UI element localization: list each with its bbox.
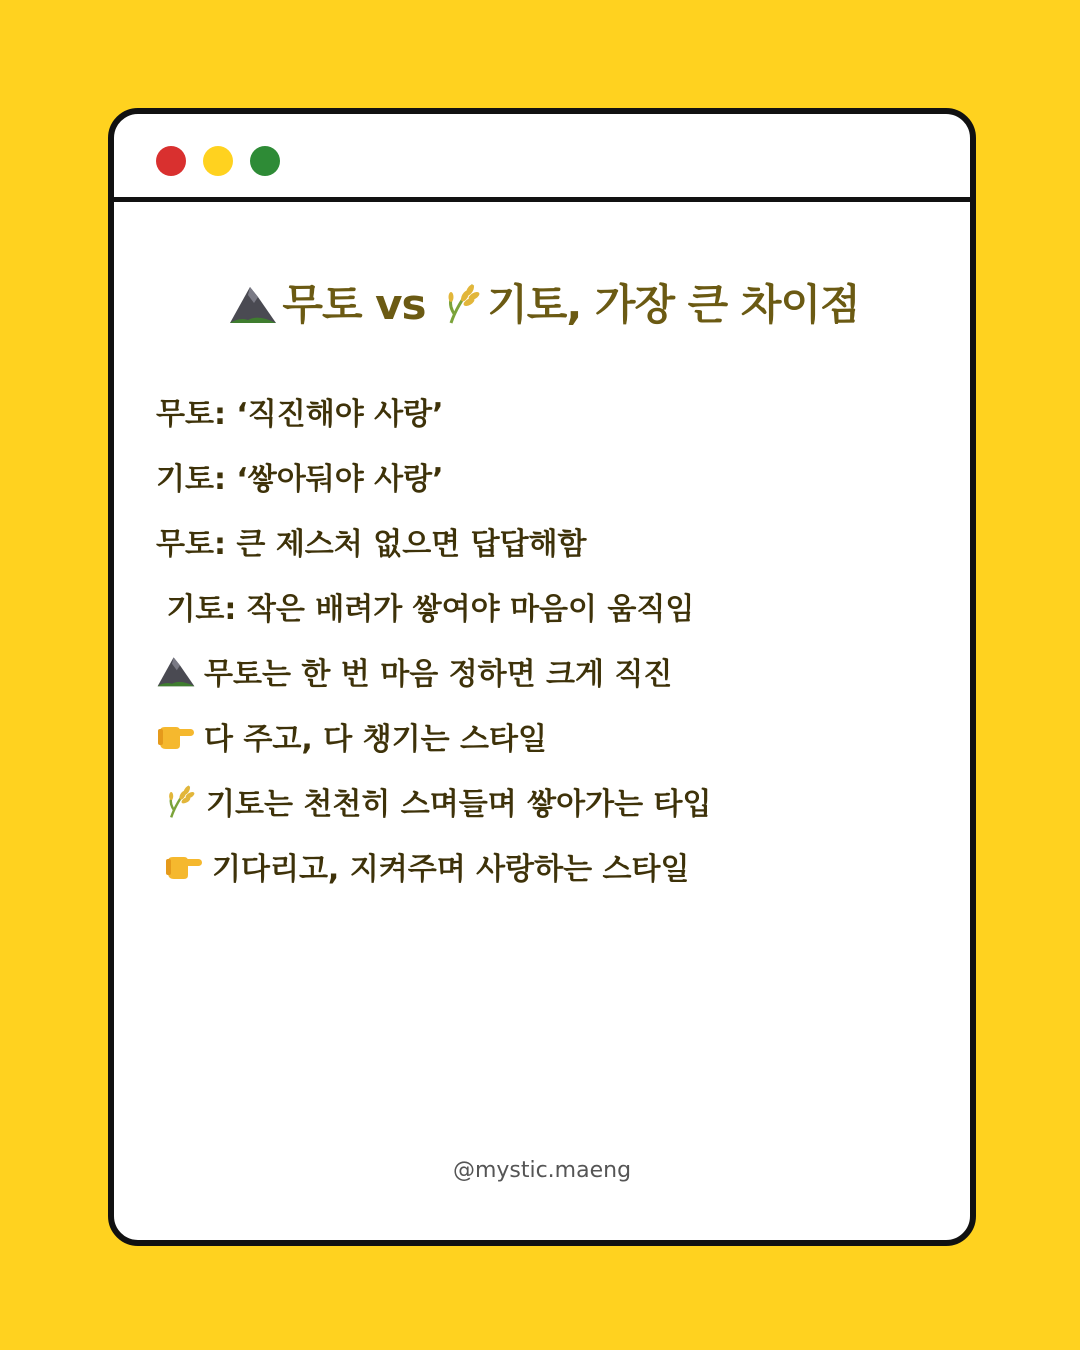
- content-line-text: 무토: ‘직진해야 사랑’: [156, 396, 444, 432]
- window-titlebar: [114, 114, 970, 202]
- title-part-2: 기토, 가장 큰 차이점: [487, 280, 860, 329]
- content-line-text: 무토는 한 번 마음 정하면 크게 직진: [204, 656, 673, 692]
- content-list: [156, 378, 926, 898]
- maximize-dot-icon[interactable]: [250, 146, 280, 176]
- page-title: [114, 272, 970, 335]
- content-line: [156, 638, 926, 703]
- mountain-icon: [228, 283, 278, 335]
- content-line: [156, 703, 926, 768]
- title-part-1: 무토 vs: [282, 280, 426, 329]
- content-line: [156, 833, 926, 898]
- content-line-text: 기토는 천천히 스며들며 쌓아가는 타입: [206, 786, 712, 822]
- content-line-text: 무토: 큰 제스처 없으면 답답해함: [156, 526, 587, 562]
- content-line: [156, 768, 926, 833]
- window-card: [108, 108, 976, 1246]
- mountain-icon: [156, 654, 196, 688]
- rice-plant-icon: [164, 783, 198, 819]
- content-line-text: 기토: ‘쌓아둬야 사랑’: [156, 461, 444, 497]
- content-line: [156, 573, 926, 638]
- author-handle: @mystic.maeng: [452, 1158, 632, 1183]
- close-dot-icon[interactable]: [156, 146, 186, 176]
- content-line: [156, 443, 926, 508]
- content-line-text: 다 주고, 다 챙기는 스타일: [204, 721, 547, 757]
- content-line-text: 기토: 작은 배려가 쌓여야 마음이 움직임: [156, 591, 695, 627]
- rice-plant-icon: [443, 281, 483, 335]
- pointing-hand-icon: [164, 851, 204, 881]
- minimize-dot-icon[interactable]: [203, 146, 233, 176]
- content-line: [156, 508, 926, 573]
- content-line: [156, 378, 926, 443]
- pointing-hand-icon: [156, 721, 196, 751]
- content-line-text: 기다리고, 지켜주며 사랑하는 스타일: [212, 851, 690, 887]
